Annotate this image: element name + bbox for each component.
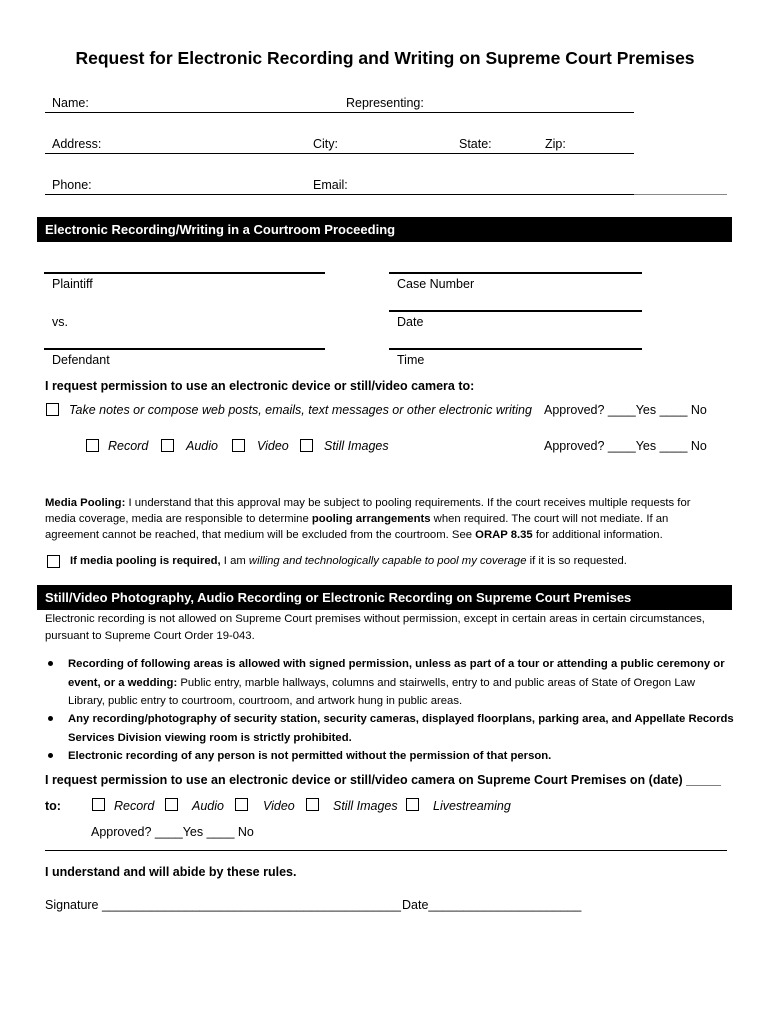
pool-text-1: I am (220, 555, 249, 567)
pooling-arrangements-text: pooling arrangements (311, 513, 431, 525)
phone-label: Phone: (52, 178, 92, 192)
zip-label: Zip: (545, 137, 566, 151)
email-label: Email: (313, 178, 348, 192)
section-courtroom-header: Electronic Recording/Writing in a Courtroom Proceeding (37, 217, 732, 242)
pool-coverage-statement (70, 555, 627, 567)
media-pooling-text-1: I understand that this approval may be subject to pooling requirements. If the court receives multiple requests for (125, 497, 691, 509)
record-label: Record (108, 439, 149, 453)
understand-statement: I understand and will abide by these rules. (45, 865, 297, 879)
video-checkbox[interactable] (232, 439, 245, 452)
case-number-label: Case Number (397, 277, 475, 291)
to-label: to: (45, 799, 61, 813)
plaintiff-label: Plaintiff (52, 277, 93, 291)
person-consent-bullet: Electronic recording of any person is not permitted without the permission of that person. (68, 750, 552, 762)
device-approved: Approved? ____Yes ____ No (544, 439, 707, 453)
take-notes-approved: Approved? ____Yes ____ No (544, 403, 707, 417)
premises-audio-checkbox[interactable] (165, 798, 178, 811)
time-line[interactable] (389, 348, 642, 350)
media-pooling-text-2b: when required. The court will not mediate. If an (430, 513, 669, 525)
bullet-dot (48, 661, 53, 666)
premises-still-images-label: Still Images (333, 799, 398, 813)
prohibited-line-2: Services Division viewing room is strictly prohibited. (68, 731, 352, 744)
pool-text-2: if it is so requested. (526, 555, 627, 567)
premises-record-checkbox[interactable] (92, 798, 105, 811)
form-title: Request for Electronic Recording and Writing on Supreme Court Premises (75, 48, 695, 68)
take-notes-label: Take notes or compose web posts, emails, text messages or other electronic writing (69, 403, 532, 417)
pool-willing-text: willing and technologically capable to pool my coverage (248, 555, 527, 567)
pool-required-label: If media pooling is required, (70, 555, 221, 567)
name-label: Name: (52, 96, 89, 110)
media-pooling-text-3a: agreement cannot be reached, that medium will be excluded from the courtroom. See (45, 529, 476, 541)
prohibited-areas-bullet (68, 710, 733, 747)
section-divider (45, 850, 727, 851)
allowed-areas-line-3: Library, public entry to courtroom, courtroom, and artwork hung in public areas. (68, 695, 463, 707)
email-field-extension (634, 194, 727, 195)
media-pooling-text-2a: media coverage, media are responsible to determine (45, 513, 312, 525)
address-field-line[interactable] (45, 153, 634, 154)
date-label: Date (397, 315, 424, 329)
pool-coverage-checkbox[interactable] (47, 555, 60, 568)
record-checkbox[interactable] (86, 439, 99, 452)
address-label: Address: (52, 137, 102, 151)
case-number-line[interactable] (389, 272, 642, 274)
video-label: Video (257, 439, 289, 453)
signature-date-field[interactable]: Date______________________ (402, 898, 582, 912)
take-notes-checkbox[interactable] (46, 403, 59, 416)
premises-intro-line-1: Electronic recording is not allowed on Supreme Court premises without permission, except in certain areas in certain circumstances, (45, 613, 705, 625)
premises-record-label: Record (114, 799, 155, 813)
premises-intro-line-2: pursuant to Supreme Court Order 19-043. (45, 630, 255, 642)
state-label: State: (459, 137, 492, 151)
audio-label: Audio (186, 439, 218, 453)
vs-label: vs. (52, 315, 68, 329)
bullet-dot (48, 716, 53, 721)
time-label: Time (397, 353, 425, 367)
date-line[interactable] (389, 310, 642, 312)
prohibited-line-1: Any recording/photography of security station, security cameras, displayed floorplans, parking area, and Appellate Records (68, 713, 734, 725)
allowed-areas-bullet (68, 655, 733, 711)
still-images-checkbox[interactable] (300, 439, 313, 452)
premises-approved: Approved? ____Yes ____ No (91, 825, 254, 839)
courtroom-request-heading: I request permission to use an electronic device or still/video camera to: (45, 379, 475, 393)
audio-checkbox[interactable] (161, 439, 174, 452)
livestreaming-label: Livestreaming (433, 799, 511, 813)
defendant-label: Defendant (52, 353, 110, 367)
premises-video-checkbox[interactable] (235, 798, 248, 811)
section-premises-header: Still/Video Photography, Audio Recording or Electronic Recording on Supreme Court Premises (37, 585, 732, 610)
livestreaming-checkbox[interactable] (406, 798, 419, 811)
phone-field-line[interactable] (45, 194, 634, 195)
media-pooling-label: Media Pooling: (45, 497, 126, 509)
premises-request-heading: I request permission to use an electronic device or still/video camera on Supreme Court Premises on (date) _____ (45, 773, 721, 787)
premises-still-images-checkbox[interactable] (306, 798, 319, 811)
name-field-line[interactable] (45, 112, 634, 113)
plaintiff-line[interactable] (44, 272, 325, 274)
allowed-areas-text-2: Public entry, marble hallways, columns and stairwells, entry to and public areas of State of Oregon Law (177, 676, 696, 689)
media-pooling-text-3b: for additional information. (532, 529, 663, 541)
bullet-dot (48, 753, 53, 758)
representing-label: Representing: (346, 96, 424, 110)
media-pooling-paragraph (45, 495, 735, 543)
city-label: City: (313, 137, 338, 151)
defendant-line[interactable] (44, 348, 325, 350)
premises-audio-label: Audio (192, 799, 224, 813)
still-images-label: Still Images (324, 439, 389, 453)
signature-field[interactable]: Signature ___________________________________________ (45, 898, 401, 912)
allowed-areas-bold-2: event, or a wedding: (68, 676, 178, 689)
premises-intro (45, 611, 735, 644)
premises-video-label: Video (263, 799, 295, 813)
orap-reference: ORAP 8.35 (475, 529, 533, 541)
allowed-areas-line-1: Recording of following areas is allowed with signed permission, unless as part of a tour or attending a public ceremony or (68, 658, 725, 670)
